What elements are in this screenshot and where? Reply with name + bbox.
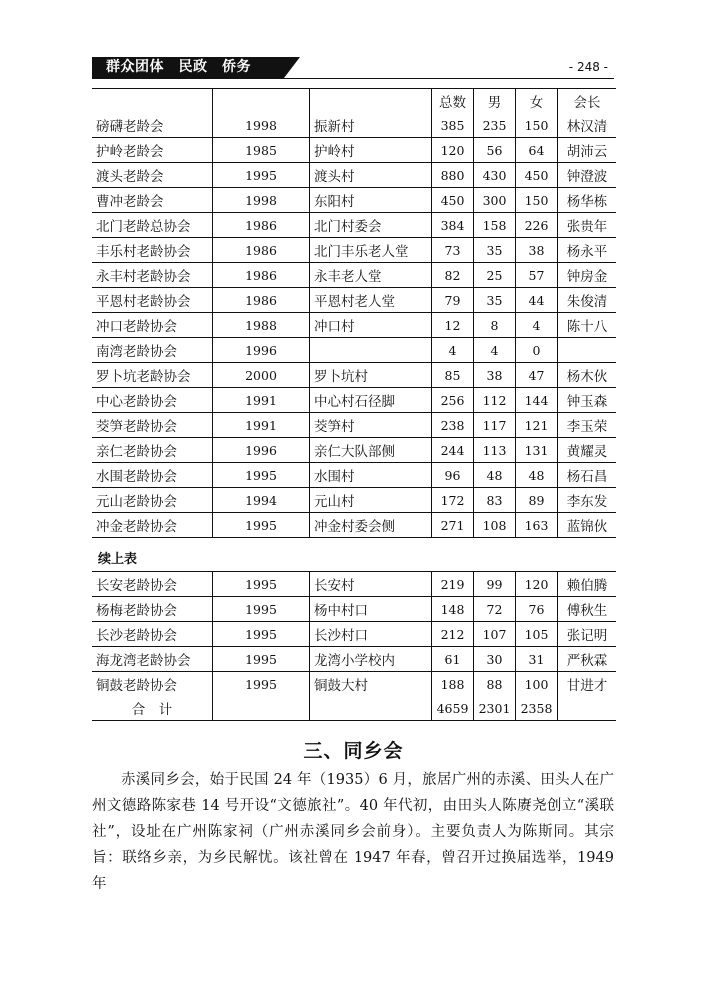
founded-year: 1986 xyxy=(213,213,310,238)
founded-year: 1995 xyxy=(213,622,310,647)
location: 东阳村 xyxy=(310,188,432,213)
president: 蓝锦伙 xyxy=(566,519,608,535)
association-name: 冲金老龄协会 xyxy=(92,513,213,538)
president: 朱俊清 xyxy=(566,294,608,310)
table-row xyxy=(92,488,616,513)
header-cell-male: 男 xyxy=(474,89,516,114)
total-row xyxy=(92,696,616,721)
association-name: 护岭老龄会 xyxy=(92,138,213,163)
table-row xyxy=(92,213,616,238)
location: 北门村委会 xyxy=(310,213,432,238)
member-female: 150 xyxy=(516,188,558,213)
table-row xyxy=(92,438,616,463)
location: 铜鼓大村 xyxy=(310,672,432,697)
member-female: 48 xyxy=(516,463,558,488)
association-name: 南湾老龄协会 xyxy=(92,338,213,363)
header-rule xyxy=(92,78,614,79)
member-total: 450 xyxy=(432,188,474,213)
section-label: 群众团体 民政 侨务 xyxy=(92,57,284,78)
table-row xyxy=(92,138,616,163)
header-cell-total: 总数 xyxy=(432,89,474,114)
member-female: 0 xyxy=(516,338,558,363)
association-name: 平恩村老龄协会 xyxy=(92,288,213,313)
president: 黄耀灵 xyxy=(566,444,608,460)
member-total: 73 xyxy=(432,238,474,263)
president: 杨木伙 xyxy=(566,369,608,385)
member-total: 219 xyxy=(432,572,474,597)
president: 严秋霖 xyxy=(566,653,608,669)
member-female: 131 xyxy=(516,438,558,463)
location: 冲金村委会侧 xyxy=(310,513,432,538)
table-row xyxy=(92,113,616,138)
member-male: 8 xyxy=(474,313,516,338)
table-row xyxy=(92,597,616,622)
total-male: 2301 xyxy=(474,696,516,721)
table-row xyxy=(92,288,616,313)
member-male: 72 xyxy=(474,597,516,622)
member-total: 4 xyxy=(432,338,474,363)
founded-year: 1996 xyxy=(213,438,310,463)
president: 傅秋生 xyxy=(566,603,608,619)
member-male: 112 xyxy=(474,388,516,413)
member-female: 105 xyxy=(516,622,558,647)
member-female: 44 xyxy=(516,288,558,313)
header-cell-female: 女 xyxy=(516,89,558,114)
location: 杨中村口 xyxy=(310,597,432,622)
member-female: 4 xyxy=(516,313,558,338)
member-female: 163 xyxy=(516,513,558,538)
table-row xyxy=(92,672,616,697)
member-male: 235 xyxy=(474,113,516,138)
table-cell xyxy=(310,696,432,721)
member-total: 96 xyxy=(432,463,474,488)
founded-year: 1995 xyxy=(213,572,310,597)
founded-year: 1995 xyxy=(213,672,310,697)
founded-year: 1995 xyxy=(213,647,310,672)
member-female: 450 xyxy=(516,163,558,188)
member-total: 256 xyxy=(432,388,474,413)
member-total: 244 xyxy=(432,438,474,463)
page-number: - 248 - xyxy=(568,60,608,74)
association-name: 元山老龄协会 xyxy=(92,488,213,513)
header-cell xyxy=(92,89,213,114)
location: 平恩村老人堂 xyxy=(310,288,432,313)
member-male: 430 xyxy=(474,163,516,188)
association-name: 丰乐村老龄协会 xyxy=(92,238,213,263)
association-name: 罗卜坑老龄协会 xyxy=(92,363,213,388)
member-female: 226 xyxy=(516,213,558,238)
table-row xyxy=(92,363,616,388)
president: 胡沛云 xyxy=(566,144,608,160)
member-total: 148 xyxy=(432,597,474,622)
location: 护岭村 xyxy=(310,138,432,163)
association-name: 海龙湾老龄协会 xyxy=(92,647,213,672)
president: 张贵年 xyxy=(566,219,608,235)
member-total: 212 xyxy=(432,622,474,647)
founded-year: 1995 xyxy=(213,513,310,538)
member-male: 35 xyxy=(474,238,516,263)
location: 长沙村口 xyxy=(310,622,432,647)
member-male: 117 xyxy=(474,413,516,438)
association-name: 亲仁老龄协会 xyxy=(92,438,213,463)
member-male: 56 xyxy=(474,138,516,163)
member-female: 57 xyxy=(516,263,558,288)
member-total: 85 xyxy=(432,363,474,388)
table-row xyxy=(92,463,616,488)
location: 长安村 xyxy=(310,572,432,597)
table-row xyxy=(92,513,616,538)
total-label: 合 计 xyxy=(92,696,213,721)
member-total: 61 xyxy=(432,647,474,672)
founded-year: 1988 xyxy=(213,313,310,338)
table-row xyxy=(92,388,616,413)
founded-year: 1991 xyxy=(213,413,310,438)
founded-year: 1998 xyxy=(213,188,310,213)
association-name: 中心老龄协会 xyxy=(92,388,213,413)
president: 陈十八 xyxy=(566,319,608,335)
table-cell xyxy=(558,696,617,721)
president: 林汉清 xyxy=(566,119,608,135)
founded-year: 2000 xyxy=(213,363,310,388)
president: 杨永平 xyxy=(566,244,608,260)
member-male: 88 xyxy=(474,672,516,697)
founded-year: 1995 xyxy=(213,463,310,488)
president: 李东发 xyxy=(566,494,608,510)
header-cell xyxy=(213,89,310,114)
association-name: 茭笋老龄协会 xyxy=(92,413,213,438)
member-female: 121 xyxy=(516,413,558,438)
founded-year: 1998 xyxy=(213,113,310,138)
association-name: 磅礴老龄会 xyxy=(92,113,213,138)
page-header xyxy=(92,57,614,79)
member-total: 188 xyxy=(432,672,474,697)
president: 杨华栋 xyxy=(566,194,608,210)
association-name: 冲口老龄协会 xyxy=(92,313,213,338)
header-cell xyxy=(310,89,432,114)
association-name: 曹冲老龄会 xyxy=(92,188,213,213)
table-row xyxy=(92,622,616,647)
association-name: 长沙老龄协会 xyxy=(92,622,213,647)
association-name: 水围老龄协会 xyxy=(92,463,213,488)
table-row xyxy=(92,163,616,188)
member-male: 108 xyxy=(474,513,516,538)
member-female: 76 xyxy=(516,597,558,622)
table-row xyxy=(92,572,616,597)
association-name: 永丰村老龄协会 xyxy=(92,263,213,288)
location: 罗卜坑村 xyxy=(310,363,432,388)
member-total: 120 xyxy=(432,138,474,163)
location: 龙湾小学校内 xyxy=(310,647,432,672)
location: 冲口村 xyxy=(310,313,432,338)
association-name: 杨梅老龄协会 xyxy=(92,597,213,622)
founded-year: 1991 xyxy=(213,388,310,413)
location: 永丰老人堂 xyxy=(310,263,432,288)
member-total: 172 xyxy=(432,488,474,513)
president xyxy=(558,338,617,363)
location: 元山村 xyxy=(310,488,432,513)
member-total: 238 xyxy=(432,413,474,438)
location: 渡头村 xyxy=(310,163,432,188)
member-male: 99 xyxy=(474,572,516,597)
total-sum: 4659 xyxy=(432,696,474,721)
table-row xyxy=(92,413,616,438)
member-total: 82 xyxy=(432,263,474,288)
member-female: 150 xyxy=(516,113,558,138)
member-total: 384 xyxy=(432,213,474,238)
location: 北门丰乐老人堂 xyxy=(310,238,432,263)
member-male: 25 xyxy=(474,263,516,288)
table-header-row xyxy=(92,89,616,114)
table-cell xyxy=(213,696,310,721)
location: 中心村石径脚 xyxy=(310,388,432,413)
association-name: 北门老龄总协会 xyxy=(92,213,213,238)
member-female: 120 xyxy=(516,572,558,597)
founded-year: 1994 xyxy=(213,488,310,513)
elderly-association-table-continued xyxy=(92,571,616,721)
member-male: 30 xyxy=(474,647,516,672)
member-total: 385 xyxy=(432,113,474,138)
table-row xyxy=(92,263,616,288)
member-male: 158 xyxy=(474,213,516,238)
location: 振新村 xyxy=(310,113,432,138)
founded-year: 1995 xyxy=(213,163,310,188)
member-male: 35 xyxy=(474,288,516,313)
elderly-association-table xyxy=(92,88,616,538)
member-female: 144 xyxy=(516,388,558,413)
member-female: 64 xyxy=(516,138,558,163)
member-female: 38 xyxy=(516,238,558,263)
president: 甘进才 xyxy=(566,678,608,694)
association-name: 长安老龄协会 xyxy=(92,572,213,597)
member-male: 300 xyxy=(474,188,516,213)
member-male: 107 xyxy=(474,622,516,647)
association-name: 铜鼓老龄协会 xyxy=(92,672,213,697)
founded-year: 1985 xyxy=(213,138,310,163)
table-row xyxy=(92,188,616,213)
table-row xyxy=(92,313,616,338)
founded-year: 1996 xyxy=(213,338,310,363)
president: 杨石昌 xyxy=(566,469,608,485)
president: 李玉荣 xyxy=(566,419,608,435)
section-title: 三、同乡会 xyxy=(303,740,404,762)
member-female: 89 xyxy=(516,488,558,513)
president: 钟玉森 xyxy=(566,394,608,410)
member-male: 83 xyxy=(474,488,516,513)
member-total: 79 xyxy=(432,288,474,313)
founded-year: 1986 xyxy=(213,288,310,313)
member-total: 12 xyxy=(432,313,474,338)
president: 赖伯腾 xyxy=(566,578,608,594)
member-female: 47 xyxy=(516,363,558,388)
location: 亲仁大队部侧 xyxy=(310,438,432,463)
association-name: 渡头老龄会 xyxy=(92,163,213,188)
table-row xyxy=(92,238,616,263)
member-male: 113 xyxy=(474,438,516,463)
continued-label: 续上表 xyxy=(98,552,138,567)
member-male: 48 xyxy=(474,463,516,488)
total-female: 2358 xyxy=(516,696,558,721)
member-total: 880 xyxy=(432,163,474,188)
member-total: 271 xyxy=(432,513,474,538)
president: 钟房金 xyxy=(566,269,608,285)
header-cell-president: 会长 xyxy=(573,95,601,111)
member-male: 4 xyxy=(474,338,516,363)
member-female: 31 xyxy=(516,647,558,672)
location: 茭笋村 xyxy=(310,413,432,438)
founded-year: 1995 xyxy=(213,597,310,622)
founded-year: 1986 xyxy=(213,263,310,288)
table-row xyxy=(92,338,616,363)
location: 水围村 xyxy=(310,463,432,488)
body-paragraph: 赤溪同乡会，始于民国 24 年（1935）6 月，旅居广州的赤溪、田头人在广州文德路陈家巷 14 号开设“文德旅社”。40 年代初，由田头人陈赓尧创立“溪联社”，设址在广州陈家祠（广州赤溪同乡会前身）。主要负责人为陈斯同。其宗旨：联络乡亲，为乡民解忧。该社曾在 1947 年春，曾召开过换届选举，1949 年 xyxy=(92,772,614,892)
member-male: 38 xyxy=(474,363,516,388)
founded-year: 1986 xyxy=(213,238,310,263)
president: 张记明 xyxy=(566,628,608,644)
member-female: 100 xyxy=(516,672,558,697)
location xyxy=(310,338,432,363)
table-row xyxy=(92,647,616,672)
president: 钟澄波 xyxy=(566,169,608,185)
